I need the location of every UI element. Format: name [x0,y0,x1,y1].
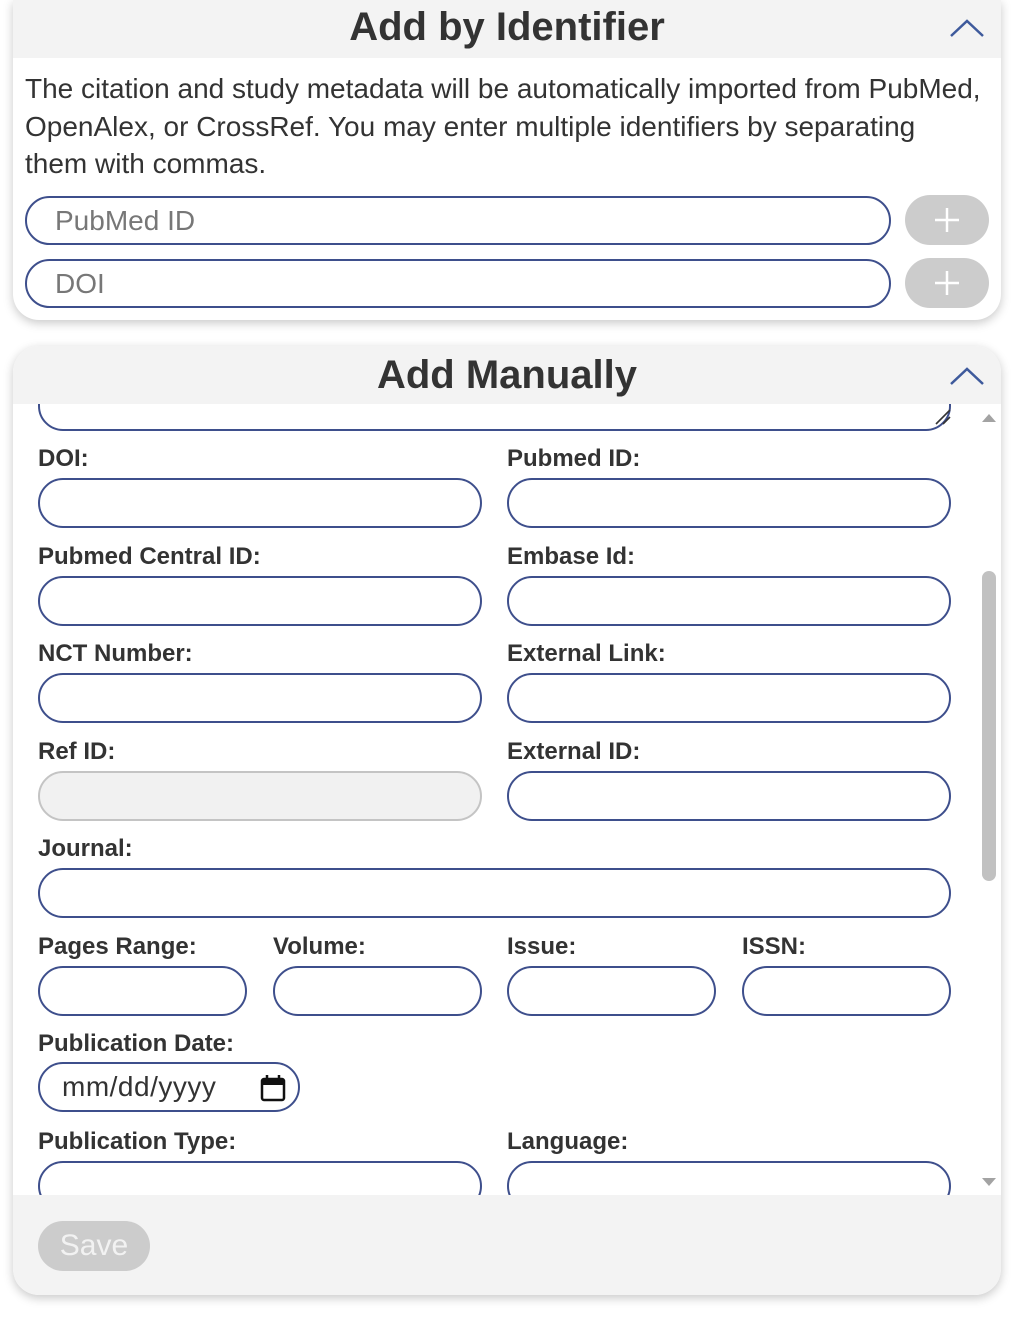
add-by-identifier-panel [13,0,1001,320]
issue-field[interactable] [507,966,716,1016]
embase-id-label: Embase Id: [507,543,636,570]
identifier-panel-header[interactable] [13,0,1001,58]
external-link-field[interactable] [507,673,951,723]
language-field[interactable] [507,1161,951,1195]
chevron-up-icon[interactable] [947,12,987,42]
scroll-up-arrow-icon[interactable] [981,412,997,424]
pages-range-label: Pages Range: [38,933,197,960]
pubmed-id-field[interactable] [507,478,951,528]
ref-id-field [38,771,482,821]
pages-range-field[interactable] [38,966,247,1016]
publication-type-label: Publication Type: [38,1128,237,1155]
publication-date-label: Publication Date: [38,1030,235,1057]
resize-grip-icon[interactable] [932,406,954,426]
add-manually-panel [13,346,1001,1295]
external-id-field[interactable] [507,771,951,821]
add-doi-button[interactable] [905,258,989,308]
date-placeholder: mm/dd/yyyy [62,1071,217,1102]
save-button[interactable]: Save [38,1221,150,1271]
plus-icon [932,268,962,298]
language-label: Language: [507,1128,629,1155]
manual-panel-title: Add Manually [376,353,638,397]
embase-id-field[interactable] [507,576,951,626]
doi-input[interactable] [25,259,891,308]
issn-field[interactable] [742,966,951,1016]
volume-field[interactable] [273,966,482,1016]
pubmed-central-id-field[interactable] [38,576,482,626]
issn-label: ISSN: [742,933,807,960]
manual-panel-footer [13,1195,1001,1295]
nct-number-field[interactable] [38,673,482,723]
journal-field[interactable] [38,868,951,918]
pubmed-id-input[interactable] [25,196,891,245]
publication-type-field[interactable] [38,1161,482,1195]
issue-label: Issue: [507,933,577,960]
scroll-down-arrow-icon[interactable] [981,1176,997,1188]
manual-form-scroll-area[interactable] [13,404,1001,1195]
doi-label: DOI: [38,445,89,472]
external-link-label: External Link: [507,640,666,667]
doi-field[interactable] [38,478,482,528]
nct-number-label: NCT Number: [38,640,193,667]
ref-id-label: Ref ID: [38,738,116,765]
pubmed-central-id-label: Pubmed Central ID: [38,543,261,570]
identifier-panel-title: Add by Identifier [349,5,665,49]
pubmed-id-label: Pubmed ID: [507,445,641,472]
add-pubmed-button[interactable] [905,195,989,245]
calendar-icon[interactable] [260,1074,286,1102]
external-id-label: External ID: [507,738,641,765]
identifier-description: The citation and study metadata will be automatically imported from PubMed, OpenAlex, or CrossRef. You may enter multiple identifiers by separating them with commas. [25,73,981,179]
scrollbar-thumb[interactable] [982,571,996,881]
volume-label: Volume: [273,933,366,960]
plus-icon [932,205,962,235]
journal-label: Journal: [38,835,133,862]
publication-date-input[interactable] [38,1062,300,1112]
abstract-textarea[interactable] [38,404,951,431]
manual-panel-header[interactable] [13,346,1001,404]
chevron-up-icon[interactable] [947,360,987,390]
